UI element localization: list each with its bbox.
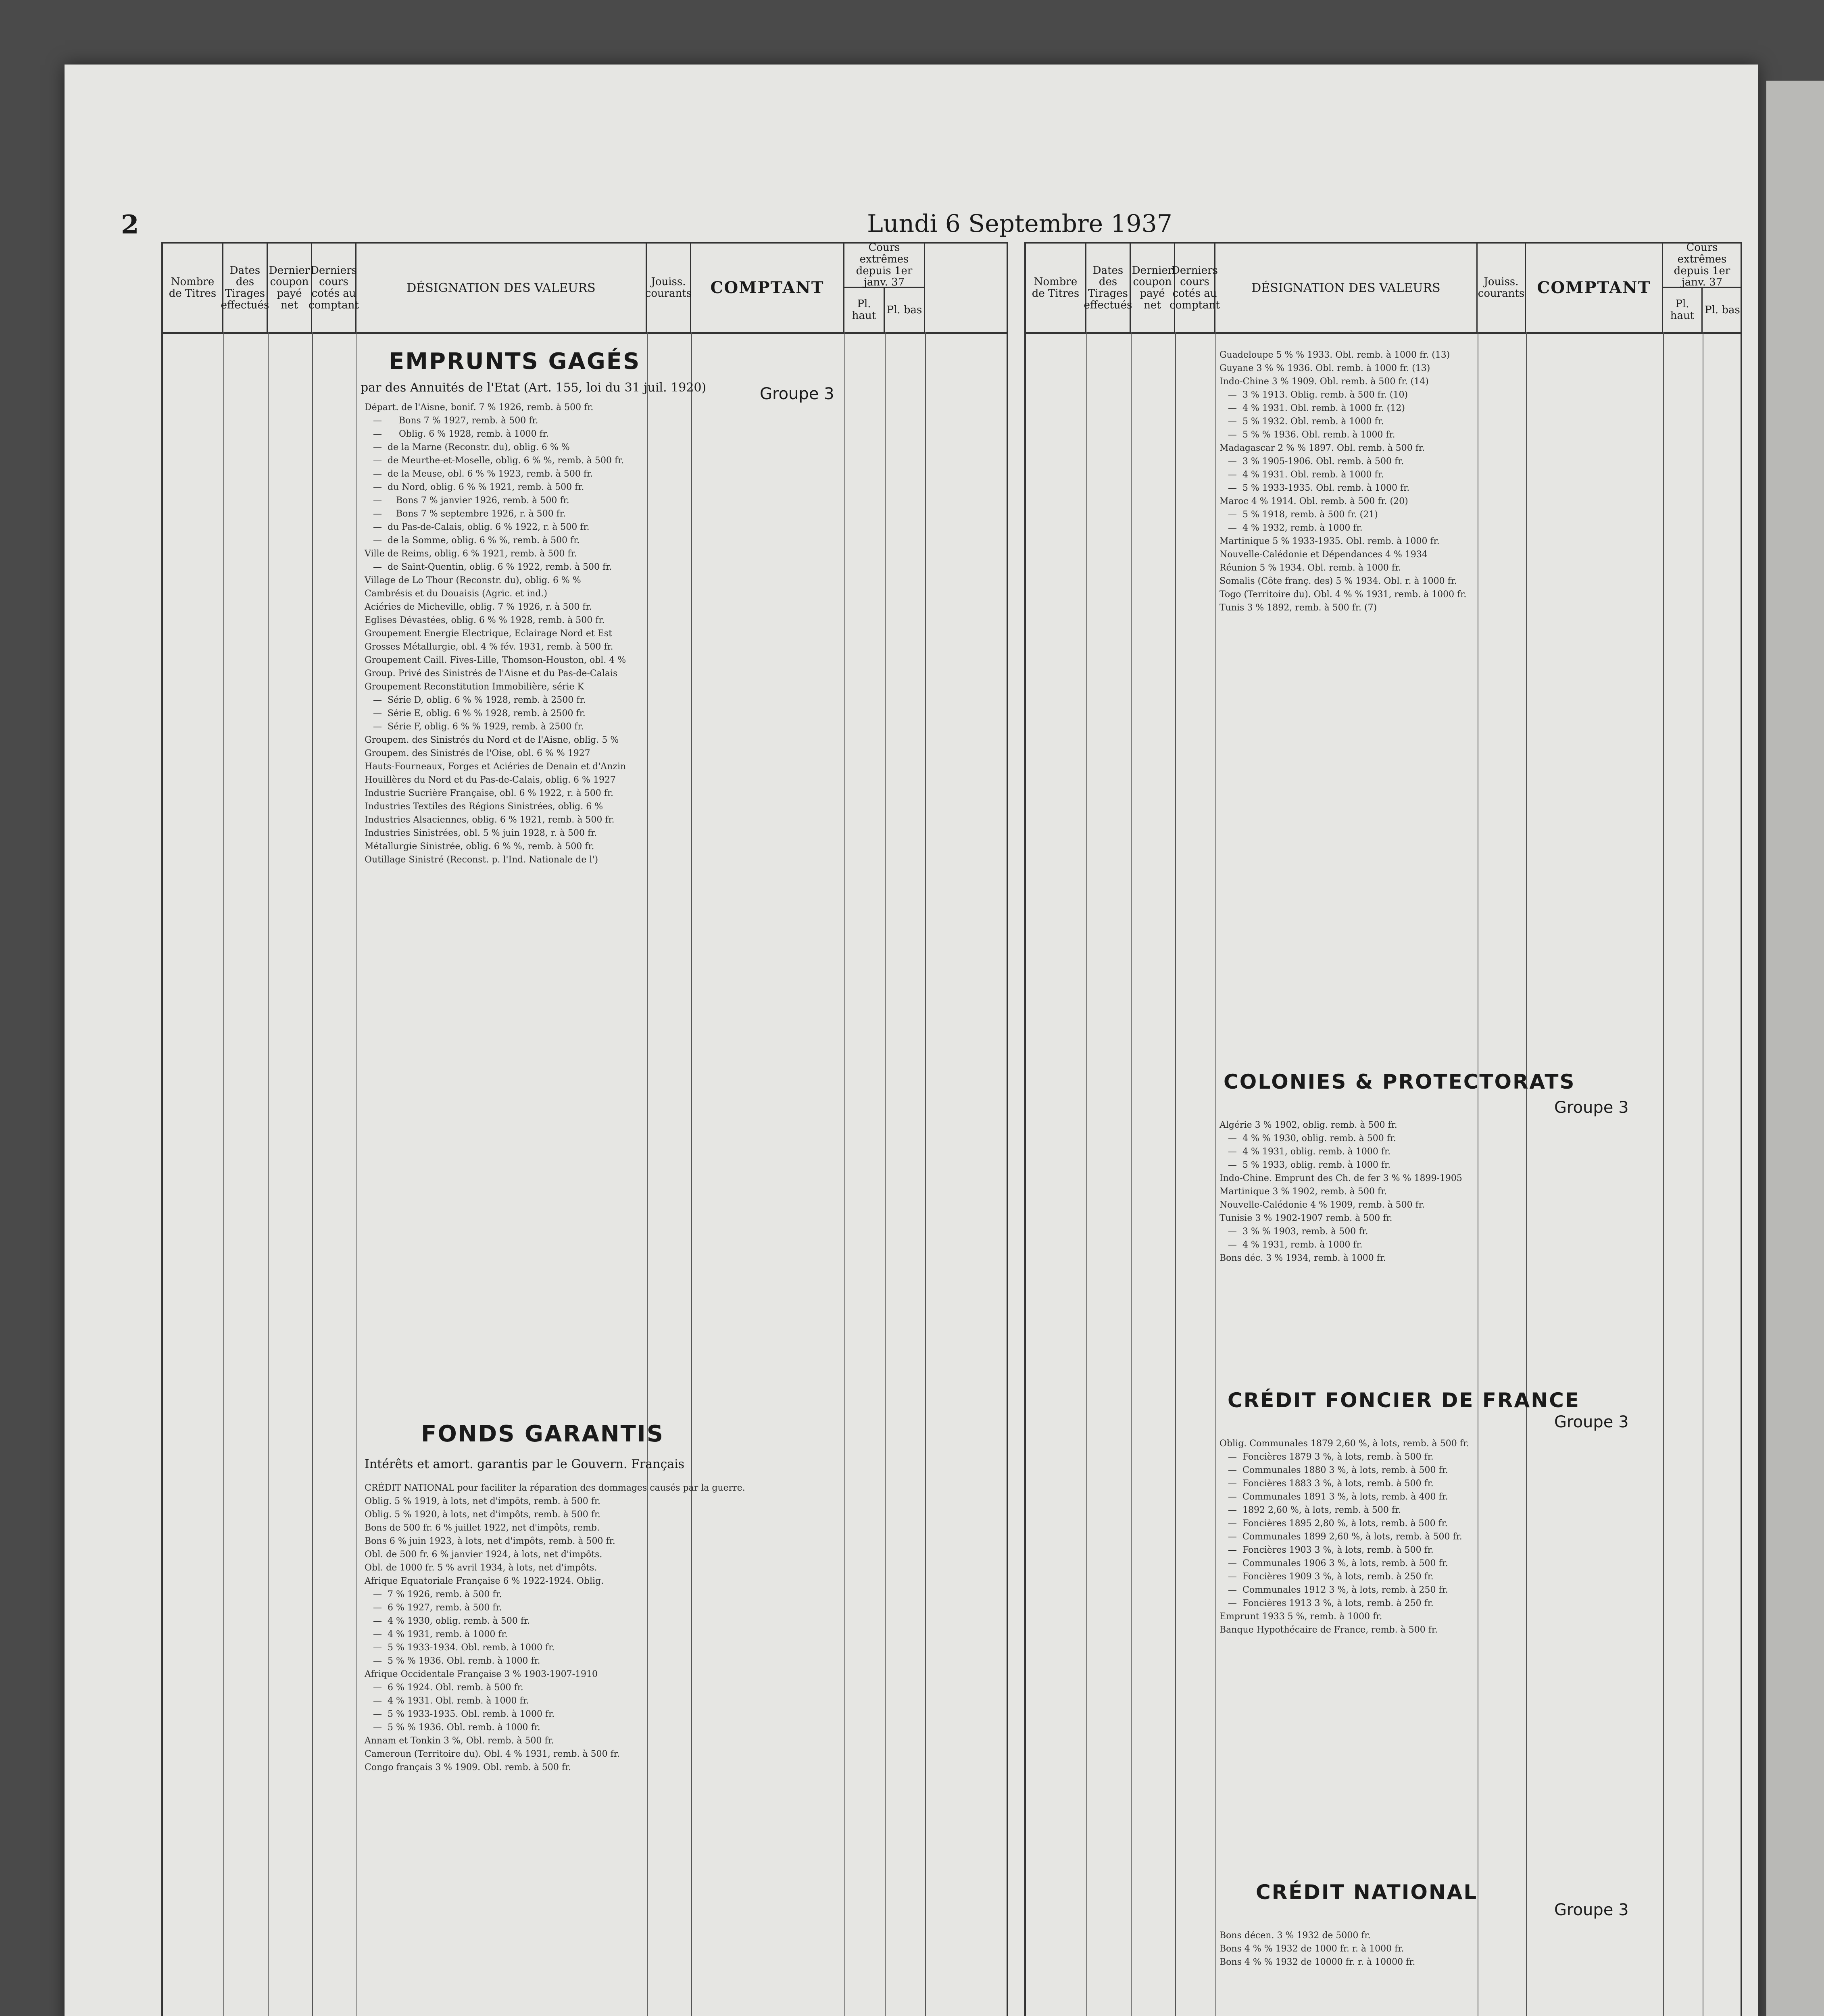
section-title: FONDS GARANTIS (421, 1421, 665, 1447)
valeurs-list: Algérie 3 % 1902, oblig. remb. à 500 fr. — 4 % % 1930, oblig. remb. à 500 fr. — 4 % 1931, oblig. remb. à 1000 fr. — 5 % 1933, oblig. remb. à 1000 fr. Indo-Chine. Emprunt des Ch. de fer 3 % % 1899-1905 Martinique 3 % 1902, remb. à 500 fr. Nouvelle-Calédonie 4 % 1909, remb. à 500 fr. Tunisie 3 % 1902-1907 remb. à 500 fr. — 3 % % 1903, remb. à 500 fr. — 4 % 1931, remb. à 1000 fr. Bons déc. 3 % 1934, remb. à 1000 fr. (1219, 1120, 1462, 1263)
valeurs-list: Bons décen. 3 % 1932 de 5000 fr. Bons 4 % % 1932 de 1000 fr. r. à 1000 fr. Bons 4 % % 1932 de 10000 fr. r. à 10000 fr. (1219, 1931, 1415, 1967)
valeurs-list: Guadeloupe 5 % % 1933. Obl. remb. à 1000 fr. (13) Guyane 3 % % 1936. Obl. remb. à 1000 fr. (13) Indo-Chine 3 % 1909. Obl. remb. à 500 fr. (14) — 3 % 1913. Oblig. remb. à 500 fr. (10) — 4 % 1931. Obl. remb. à 1000 fr. (12) — 5 % 1932. Obl. remb. à 1000 fr. — 5 % % 1936. Obl. remb. à 1000 fr. Madagascar 2 % % 1897. Obl. remb. à 500 fr. — 3 % 1905-1906. Obl. remb. à 500 fr. — 4 % 1931. Obl. remb. à 1000 fr. — 5 % 1933-1935. Obl. remb. à 1000 fr. Maroc 4 % 1914. Obl. remb. à 500 fr. (20) — 5 % 1918, remb. à 500 fr. (21) — 4 % 1932, remb. à 1000 fr. Martinique 5 % 1933-1935. Obl. remb. à 1000 fr. Nouvelle-Calédonie et Dépendances 4 % 1934 Réunion 5 % 1934. Obl. remb. à 1000 fr. Somalis (Côte franç. des) 5 % 1934. Obl. r. à 1000 fr. Togo (Territoire du). Obl. 4 % % 1931, remb. à 1000 fr. Tunis 3 % 1892, remb. à 500 fr. (7) (1219, 350, 1467, 613)
header-cours-extremes: Cours extrêmes depuis 1er janv. 37 (844, 244, 925, 288)
page-number: 2 (121, 210, 139, 240)
group-label: Groupe 3 (760, 385, 834, 403)
valeurs-list: Oblig. Communales 1879 2,60 %, à lots, remb. à 500 fr. — Foncières 1879 3 %, à lots, remb. à 500 fr. — Communales 1880 3 %, à lots, remb. à 500 fr. — Foncières 1883 3 %, à lots, remb. à 500 fr. — Communales 1891 3 %, à lots, remb. à 400 fr. — 1892 2,60 %, à lots, remb. à 500 fr. — Foncières 1895 2,80 %, à lots, remb. à 500 fr. — Communales 1899 2,60 %, à lots, remb. à 500 fr. — Foncières 1903 3 %, à lots, remb. à 500 fr. — Communales 1906 3 %, à lots, remb. à 500 fr. — Foncières 1909 3 %, à lots, remb. à 250 fr. — Communales 1912 3 %, à lots, remb. à 250 fr. — Foncières 1913 3 %, à lots, remb. à 250 fr. Emprunt 1933 5 %, remb. à 1000 fr. Banque Hypothécaire de France, remb. à 500 fr. (1219, 1439, 1470, 1635)
column-headers (163, 244, 1007, 334)
header-jouiss: Jouiss. courants (647, 244, 691, 332)
header-pl-bas: Pl. bas (885, 288, 925, 332)
header-jouiss: Jouiss. courants (1478, 244, 1526, 332)
header-dernier: Dernier coupon payé net (1131, 244, 1175, 332)
right-table (1024, 242, 1742, 2016)
page-edge (1766, 81, 1824, 2016)
header-cours-extremes: Cours extrêmes depuis 1er janv. 37 (1663, 244, 1742, 288)
column-headers (1026, 244, 1741, 334)
header-comptant: COMPTANT (691, 244, 844, 332)
section-title: COLONIES & PROTECTORATS (1224, 1070, 1576, 1093)
header-derniers-cours: Derniers cours cotés au comptant (1175, 244, 1215, 332)
group-label: Groupe 3 (1554, 1098, 1629, 1117)
section-subtitle: Intérêts et amort. garantis par le Gouvern. Français (365, 1457, 685, 1471)
group-label: Groupe 3 (1554, 1901, 1629, 1919)
header-derniers-cours: Derniers cours cotés au comptant (312, 244, 356, 332)
valeurs-list: CRÉDIT NATIONAL pour faciliter la réparation des dommages causés par la guerre. Oblig. 5 % 1919, à lots, net d'impôts, remb. à 500 fr. Oblig. 5 % 1920, à lots, net d'impôts, remb. à 500 fr. Bons de 500 fr. 6 % juillet 1922, net d'impôts, remb. Bons 6 % juin 1923, à lots, net d'impôts, remb. à 500 fr. Obl. de 500 fr. 6 % janvier 1924, à lots, net d'impôts. Obl. de 1000 fr. 5 % avril 1934, à lots, net d'impôts. Afrique Equatoriale Française 6 % 1922-1924. Oblig. — 7 % 1926, remb. à 500 fr. — 6 % 1927, remb. à 500 fr. — 4 % 1930, oblig. remb. à 500 fr. — 4 % 1931, remb. à 1000 fr. — 5 % 1933-1934. Obl. remb. à 1000 fr. — 5 % % 1936. Obl. remb. à 1000 fr. Afrique Occidentale Française 3 % 1903-1907-1910 — 6 % 1924. Obl. remb. à 500 fr. — 4 % 1931. Obl. remb. à 1000 fr. — 5 % 1933-1935. Obl. remb. à 1000 fr. — 5 % % 1936. Obl. remb. à 1000 fr. Annam et Tonkin 3 %, Obl. remb. à 500 fr. Cameroun (Territoire du). Obl. 4 % 1931, remb. à 500 fr. Congo français 3 % 1909. Obl. remb. à 500 fr. (365, 1483, 745, 1772)
left-table (161, 242, 1008, 2016)
header-dates: Dates des Tirages effectués (1086, 244, 1131, 332)
page-date: Lundi 6 Septembre 1937 (867, 210, 1172, 238)
header-pl-haut: Pl. haut (1663, 288, 1703, 332)
group-label: Groupe 3 (1554, 1413, 1629, 1431)
header-pl-bas: Pl. bas (1705, 304, 1740, 316)
valeurs-list: Départ. de l'Aisne, bonif. 7 % 1926, remb. à 500 fr. — Bons 7 % 1927, remb. à 500 fr. — Oblig. 6 % 1928, remb. à 1000 fr. — de la Marne (Reconstr. du), oblig. 6 % % — de Meurthe-et-Moselle, oblig. 6 % %, remb. à 500 fr. — de la Meuse, obl. 6 % % 1923, remb. à 500 fr. — du Nord, oblig. 6 % % 1921, remb. à 500 fr. — Bons 7 % janvier 1926, remb. à 500 fr. — Bons 7 % septembre 1926, r. à 500 fr. — du Pas-de-Calais, oblig. 6 % 1922, r. à 500 fr. — de la Somme, oblig. 6 % %, remb. à 500 fr. Ville de Reims, oblig. 6 % 1921, remb. à 500 fr. — de Saint-Quentin, oblig. 6 % 1922, remb. à 500 fr. Village de Lo Thour (Reconstr. du), oblig. 6 % % Cambrésis et du Douaisis (Agric. et ind.) Aciéries de Micheville, oblig. 7 % 1926, r. à 500 fr. Eglises Dévastées, oblig. 6 % % 1928, remb. à 500 fr. Groupement Energie Electrique, Eclairage Nord et Est Grosses Métallurgie, obl. 4 % fév. 1931, remb. à 500 fr. Groupement Caill. Fives-Lille, Thomson-Houston, obl. 4 % Group. Privé des Sinistrés de l'Aisne et du Pas-de-Calais Groupement Reconstitution Immobilière, série K — Série D, oblig. 6 % % 1928, remb. à 2500 fr. — Série E, oblig. 6 % % 1928, remb. à 2500 fr. — Série F, oblig. 6 % % 1929, remb. à 2500 fr. Groupem. des Sinistrés du Nord et de l'Aisne, oblig. 5 % Groupem. des Sinistrés de l'Oise, obl. 6 % % 1927 Hauts-Fourneaux, Forges et Aciéries de Denain et d'Anzin Houillères du Nord et du Pas-de-Calais, oblig. 6 % 1927 Industrie Sucrière Française, obl. 6 % 1922, r. à 500 fr. Industries Textiles des Régions Sinistrées, oblig. 6 % Industries Alsaciennes, oblig. 6 % 1921, remb. à 500 fr. Industries Sinistrées, obl. 5 % juin 1928, r. à 500 fr. Métallurgie Sinistrée, oblig. 6 % %, remb. à 500 fr. Outillage Sinistré (Reconst. p. l'Ind. Nationale de l') (365, 402, 626, 865)
header-nombre: Nombre de Titres (163, 244, 223, 332)
header-dernier: Dernier coupon payé net (268, 244, 312, 332)
header-nombre: Nombre de Titres (1026, 244, 1086, 332)
section-title: EMPRUNTS GAGÉS (389, 348, 641, 375)
section-subtitle: par des Annuités de l'Etat (Art. 155, loi du 31 juil. 1920) (361, 381, 707, 395)
header-dates: Dates des Tirages effectués (223, 244, 268, 332)
header-pl-haut: Pl. haut (844, 288, 885, 332)
section-title: CRÉDIT NATIONAL (1256, 1881, 1478, 1904)
header-designation: DÉSIGNATION DES VALEURS (1215, 244, 1478, 332)
section-title: CRÉDIT FONCIER DE FRANCE (1228, 1389, 1580, 1412)
header-comptant: COMPTANT (1526, 244, 1663, 332)
header-designation: DÉSIGNATION DES VALEURS (356, 244, 647, 332)
